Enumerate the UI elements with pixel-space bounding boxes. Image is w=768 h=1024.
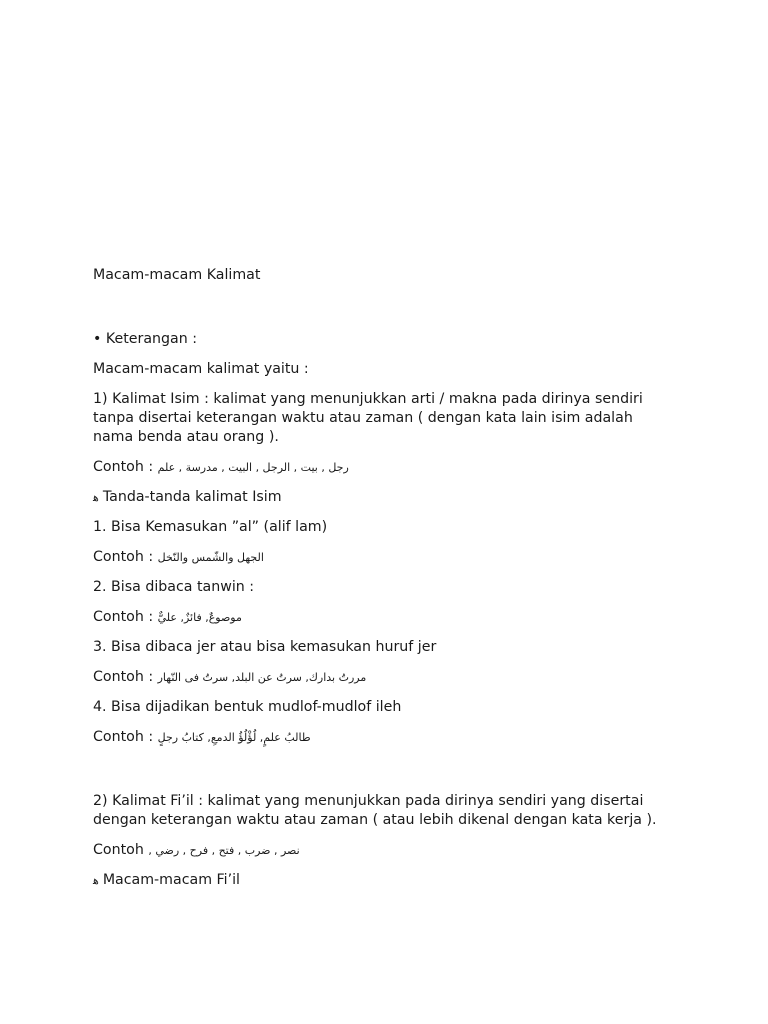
arabic-example: طالبُ علمٍ, لُؤْلُؤُ الدمعِ, كتابُ رجلٍ: [157, 731, 311, 744]
contoh-item3: [93, 668, 693, 687]
macam-fiil-heading: ﮬ Macam-macam Fi’il: [93, 872, 240, 888]
contoh-label: Contoh: [93, 842, 144, 858]
contoh-label: Contoh :: [93, 459, 154, 475]
arabic-example: رجل , بيت , الرجل , البيت , مدرسة , علم: [157, 461, 349, 474]
kalimat-fiil-definition: 2) Kalimat Fi’il : kalimat yang menunjukkan pada dirinya sendiri yang disertai dengan keterangan waktu atau zaman ( atau lebih dikenal dengan kata kerja ).: [93, 793, 657, 828]
arabic-example: موصوعٌ, فائزٌ, عليٌّ: [157, 611, 242, 624]
document-title: Macam-macam Kalimat: [93, 267, 261, 283]
contoh-item2: [93, 608, 693, 627]
contoh-fiil: [93, 841, 693, 860]
contoh-label: Contoh :: [93, 609, 154, 625]
arabic-example: الجهل والشّمس والنّخل: [157, 551, 264, 564]
contoh-label: Contoh :: [93, 669, 154, 685]
keterangan-heading: • Keterangan :: [93, 331, 197, 347]
intro-text: Macam-macam kalimat yaitu :: [93, 361, 309, 377]
arabic-example: نصر , ضرب , فتح , فرح , رضي ,: [148, 844, 300, 857]
contoh-item4: [93, 728, 693, 747]
list-item: 2. Bisa dibaca tanwin :: [93, 579, 255, 595]
marker-icon: ﮬ: [93, 874, 99, 887]
document-body: [93, 266, 693, 901]
contoh-isim: [93, 458, 693, 477]
marker-icon: ﮬ: [93, 491, 99, 504]
list-item: 3. Bisa dibaca jer atau bisa kemasukan huruf jer: [93, 639, 437, 655]
contoh-label: Contoh :: [93, 729, 154, 745]
arabic-example: مررتُ بدارك, سرتُ عن البلد, سرتُ فى النّهار: [157, 671, 367, 684]
contoh-label: Contoh :: [93, 549, 154, 565]
kalimat-isim-definition: 1) Kalimat Isim : kalimat yang menunjukkan arti / makna pada dirinya sendiri tanpa disertai keterangan waktu atau zaman ( dengan kata lain isim adalah nama benda atau orang ).: [93, 391, 643, 445]
list-item: 1. Bisa Kemasukan ”al” (alif lam): [93, 519, 328, 535]
tanda-isim-heading: ﮬ Tanda-tanda kalimat Isim: [93, 489, 282, 505]
list-item: 4. Bisa dijadikan bentuk mudlof-mudlof ileh: [93, 699, 402, 715]
contoh-item1: [93, 548, 693, 567]
